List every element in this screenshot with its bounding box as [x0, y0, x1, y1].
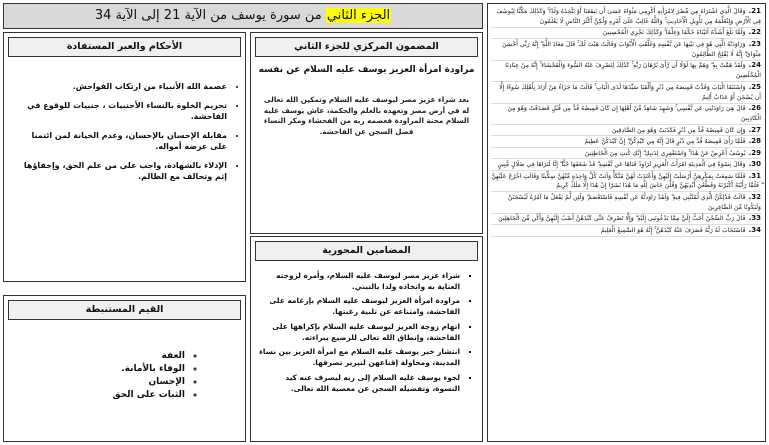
verse-number: 23. — [748, 39, 761, 48]
verse-text: وَلَقَدْ هَمَّتْ بِهِ ۖ وَهَمَّ بِهَا لَوْلَا أَن رَّأَىٰ بُرْهَانَ رَبِّهِ ۚ كَذَٰلِكَ لِنَصْرِفَ عَنْهُ السُّوءَ وَالْفَحْشَاءَ ۚ إِنَّهُ مِنْ عِبَادِنَا الْمُخْلَصِينَ — [505, 62, 761, 80]
list-item: • عصمة الله الأنبياء من ارتكاب الفواحش. — [14, 81, 227, 93]
verse-23 — [491, 40, 761, 61]
verse-text: يُوسُفُ أَعْرِضْ عَنْ هَٰذَا ۚ وَاسْتَغْفِرِي لِذَنبِكِ ۖ إِنَّكِ كُنتِ مِنَ الْخَاطِئِينَ — [584, 149, 746, 157]
verse-number: 32. — [748, 192, 761, 201]
list-item: ▪ شراء عزيز مصر ليوسف عليه السلام، وأمره لزوجته العناية به واتخاذه ولدا بالتبني. — [259, 271, 460, 292]
central-content-subtitle: مراودة امرأة العزيز يوسف عليه السلام عن نفسه — [258, 65, 475, 75]
verse-number: 27. — [748, 125, 761, 134]
verse-24 — [491, 61, 761, 82]
quran-verses-panel — [487, 3, 766, 442]
central-content-box — [250, 32, 483, 234]
verse-number: 25. — [748, 82, 761, 91]
title-highlight: الجزء الثاني — [326, 8, 391, 23]
verse-number: 26. — [748, 104, 761, 113]
central-content-heading: المضمون المركزي للجزء الثاني — [255, 37, 478, 57]
verse-28 — [491, 137, 761, 148]
verse-number: 22. — [748, 28, 761, 37]
verse-30 — [491, 160, 761, 171]
central-content-body: بعد شراء عزيز مصر ليوسف عليه السلام وتمكين الله تعالى له في أرض مصر وتعهده بالعلم والحكمة، عاش يوسف عليه السلام محنة المراودة فعصمه ربه من الفحشاء ومكر النساء فضل السجن عن الفاحشة. — [263, 95, 470, 136]
verse-31 — [491, 172, 761, 193]
verse-number: 28. — [748, 137, 761, 146]
verse-25 — [491, 83, 761, 104]
list-item: ▪ انتشار خبر يوسف عليه السلام مع امرأة العزيز بين نساء المدينة، ومحاولة إقناعهن لتبرير تصرفها. — [259, 347, 460, 368]
list-item: ▪ اتهام زوجة العزيز ليوسف عليه السلام بإكراهها على الفاحشة، وإنطاق الله تعالى للرضيع ببراءته. — [259, 322, 460, 343]
verse-21 — [491, 7, 761, 28]
verse-text: فَلَمَّا سَمِعَتْ بِمَكْرِهِنَّ أَرْسَلَتْ إِلَيْهِنَّ وَأَعْتَدَتْ لَهُنَّ مُتَّكَأً وَآتَتْ كُلَّ وَاحِدَةٍ مِّنْهُنَّ سِكِّينًا وَقَالَتِ اخْرُجْ عَلَيْهِنَّ ۖ فَلَمَّا رَأَيْنَهُ أَكْبَرْنَهُ وَقَطَّعْنَ أَيْدِيَهُنَّ وَقُلْنَ حَاشَ لِلَّهِ مَا هَٰذَا بَشَرًا إِنْ هَٰذَا إِلَّا مَلَكٌ كَرِيمٌ — [491, 172, 761, 190]
list-item: ▪ مراودة امرأة العزيز ليوسف عليه السلام بإرغامه على الفاحشة، وامتناعه عن تلبية رغبتها. — [259, 296, 460, 317]
list-item: • الإدلاء بالشهادة، واجب على من علم الحق، وإخفاؤها إثم وتحالف مع الظالم. — [14, 160, 227, 183]
list-item: • مقابلة الإحسان بالإحسان، وعدم الخيانة لمن ائتمنا على عرضه أمواله. — [14, 130, 227, 153]
verse-text: وَقَالَ نِسْوَةٌ فِي الْمَدِينَةِ امْرَأَتُ الْعَزِيزِ تُرَاوِدُ فَتَاهَا عَن نَّفْسِهِ ۖ قَدْ شَغَفَهَا حُبًّا ۖ إِنَّا لَنَرَاهَا فِي ضَلَالٍ مُّبِينٍ — [497, 161, 746, 169]
verse-22 — [491, 28, 761, 39]
rulings-heading: الأحكام والعبر المستفادة — [8, 37, 241, 57]
page-title — [3, 3, 483, 29]
verse-text: فَلَمَّا رَأَىٰ قَمِيصَهُ قُدَّ مِن دُبُرٍ قَالَ إِنَّهُ مِن كَيْدِكُنَّ ۖ إِنَّ كَيْدَكُنَّ عَظِيمٌ — [584, 138, 746, 146]
values-list — [113, 350, 186, 402]
verse-text: وَرَاوَدَتْهُ الَّتِي هُوَ فِي بَيْتِهَا عَن نَّفْسِهِ وَغَلَّقَتِ الْأَبْوَابَ وَقَالَتْ هَيْتَ لَكَ ۚ قَالَ مَعَاذَ اللَّهِ ۖ إِنَّهُ رَبِّي أَحْسَنَ مَثْوَايَ ۖ إِنَّهُ لَا يُفْلِحُ الظَّالِمُونَ — [502, 40, 761, 58]
verse-text: وَقَالَ الَّذِي اشْتَرَاهُ مِن مِّصْرَ لِامْرَأَتِهِ أَكْرِمِي مَثْوَاهُ عَسَىٰ أَن يَنفَعَنَا أَوْ نَتَّخِذَهُ وَلَدًا ۚ وَكَذَٰلِكَ مَكَّنَّا لِيُوسُفَ فِي الْأَرْضِ وَلِنُعَلِّمَهُ مِن تَأْوِيلِ الْأَحَادِيثِ ۚ وَاللَّهُ غَالِبٌ عَلَىٰ أَمْرِهِ وَلَٰكِنَّ أَكْثَرَ النَّاسِ لَا يَعْلَمُونَ — [496, 8, 761, 25]
verse-text: قَالَتْ فَذَٰلِكُنَّ الَّذِي لُمْتُنَّنِي فِيهِ ۖ وَلَقَدْ رَاوَدتُّهُ عَن نَّفْسِهِ فَاسْتَعْصَمَ ۖ وَلَئِن لَّمْ يَفْعَلْ مَا آمُرُهُ لَيُسْجَنَنَّ وَلَيَكُونًا مِّنَ الصَّاغِرِينَ — [507, 193, 761, 211]
verse-32 — [491, 193, 761, 214]
verse-number: 24. — [748, 61, 761, 70]
verse-33 — [491, 214, 761, 225]
verse-34 — [491, 226, 761, 237]
verse-number: 29. — [748, 148, 761, 157]
verse-text: وَإِن كَانَ قَمِيصُهُ قُدَّ مِن دُبُرٍ فَكَذَبَتْ وَهُوَ مِنَ الصَّادِقِينَ — [612, 126, 746, 134]
list-item: ◦ الوفاء بالأمانة. — [113, 363, 186, 376]
verse-text: قَالَ هِيَ رَاوَدَتْنِي عَن نَّفْسِي ۚ وَشَهِدَ شَاهِدٌ مِّنْ أَهْلِهَا إِن كَانَ قَمِيصُهُ قُدَّ مِن قُبُلٍ فَصَدَقَتْ وَهُوَ مِنَ الْكَاذِبِينَ — [507, 105, 761, 123]
verse-text: فَاسْتَجَابَ لَهُ رَبُّهُ فَصَرَفَ عَنْهُ كَيْدَهُنَّ ۚ إِنَّهُ هُوَ السَّمِيعُ الْعَلِيمُ — [600, 226, 746, 234]
axial-topics-box — [250, 236, 483, 442]
verse-29 — [491, 149, 761, 160]
list-item: • تحريم الخلوة بالنساء الأجنبيات ، جنبيات للوقوع في الفاحشة. — [14, 100, 227, 123]
values-heading: القيم المستنبطة — [8, 300, 241, 320]
axial-topics-heading: المضامين المحورية — [255, 241, 478, 261]
verse-number: 33. — [748, 214, 761, 223]
list-item: ◦ الإحسان — [113, 376, 186, 389]
verse-27 — [491, 126, 761, 137]
rulings-list — [14, 81, 227, 190]
title-suffix: من سورة يوسف من الآية 21 إلى الآية 34 — [94, 8, 326, 23]
verse-number: 21. — [748, 7, 761, 15]
verse-text: قَالَ رَبِّ السِّجْنُ أَحَبُّ إِلَيَّ مِمَّا يَدْعُونَنِي إِلَيْهِ ۖ وَإِلَّا تَصْرِفْ عَنِّي كَيْدَهُنَّ أَصْبُ إِلَيْهِنَّ وَأَكُن مِّنَ الْجَاهِلِينَ — [498, 215, 746, 223]
verse-number: 34. — [748, 225, 761, 234]
list-item: ▪ لجوء يوسف عليه السلام إلى ربه ليصرف عنه كيد النسوة، وتفضيله السجن عن معصية الله تعالى. — [259, 373, 460, 394]
axial-topics-list — [259, 271, 460, 398]
verse-number: 30. — [748, 160, 761, 169]
values-box — [3, 295, 246, 442]
verse-number: 31. — [748, 171, 761, 180]
verse-26 — [491, 104, 761, 125]
verse-text: وَلَمَّا بَلَغَ أَشُدَّهُ آتَيْنَاهُ حُكْمًا وَعِلْمًا ۚ وَكَذَٰلِكَ نَجْزِي الْمُحْسِنِينَ — [602, 29, 746, 37]
verse-text: وَاسْتَبَقَا الْبَابَ وَقَدَّتْ قَمِيصَهُ مِن دُبُرٍ وَأَلْفَيَا سَيِّدَهَا لَدَى الْبَابِ ۚ قَالَتْ مَا جَزَاءُ مَنْ أَرَادَ بِأَهْلِكَ سُوءًا إِلَّا أَن يُسْجَنَ أَوْ عَذَابٌ أَلِيمٌ — [499, 83, 761, 101]
rulings-box — [3, 32, 246, 282]
list-item: ◦ العفة — [113, 350, 186, 363]
list-item: ◦ الثبات على الحق — [113, 389, 186, 402]
